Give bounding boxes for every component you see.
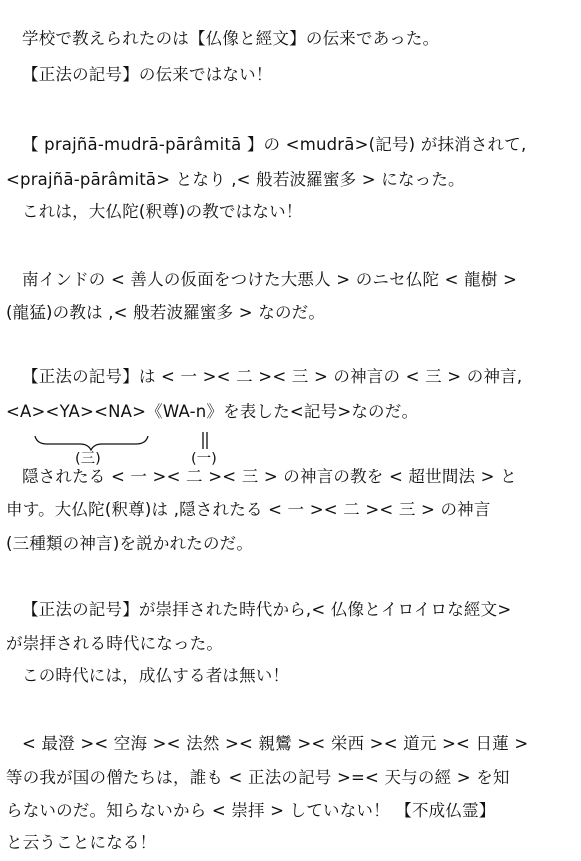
text-line: < 最澄 >< 空海 >< 法然 >< 親鸞 >< 栄西 >< 道元 >< 日蓮 > [22,734,529,753]
text-line: 【 prajñā-mudrā-pārâmitā 】の <mudrā>(記号) が抹消されて, [22,135,527,154]
text-line: 学校で教えられたのは【仏像と經文】の伝来であった。 [22,29,440,48]
text-line: (龍猛)の教は ,< 般若波羅蜜多 > なのだ。 [6,303,326,322]
text-line: 南インドの < 善人の仮面をつけた大悪人 > のニセ仏陀 < 龍樹 > [22,270,518,289]
text-line: (三種類の神言)を説かれたのだ。 [6,534,254,553]
text-line: 【正法の記号】の伝来ではない！ [22,65,273,84]
underbrace [35,436,148,450]
text-line: が崇拝される時代になった。 [6,634,224,653]
text-line: 【正法の記号】が崇拝された時代から,< 仏像とイロイロな經文> [22,600,512,619]
text-line: <A><YA><NA>《WA-n》を表した<記号>なのだ。 [6,402,419,421]
text-line: 【正法の記号】は < 一 >< 二 >< 三 > の神言の < 三 > の神言, [22,367,523,386]
text-line: と云うことになる！ [6,833,157,852]
label-one: (一) [191,451,217,467]
text-line: この時代には，成仏する者は無い！ [22,666,290,685]
text-line: 等の我が国の僧たちは，誰も < 正法の記号 >=< 天与の經 > を知 [6,768,510,787]
text-line: <prajñā-pārâmitā> となり ,< 般若波羅蜜多 > になった。 [6,170,465,189]
text-line: 隠されたる < 一 >< 二 >< 三 > の神言の教を < 超世間法 > と [22,467,517,486]
text-line: 申す。大仏陀(釈尊)は ,隠されたる < 一 >< 二 >< 三 > の神言 [6,500,491,519]
text-line: らないのだ。知らないから < 崇拝 > していない！ 【不成仏霊】 [6,801,496,820]
label-three: (三) [75,451,101,467]
text-line: これは，大仏陀(釈尊)の教ではない！ [22,202,303,221]
